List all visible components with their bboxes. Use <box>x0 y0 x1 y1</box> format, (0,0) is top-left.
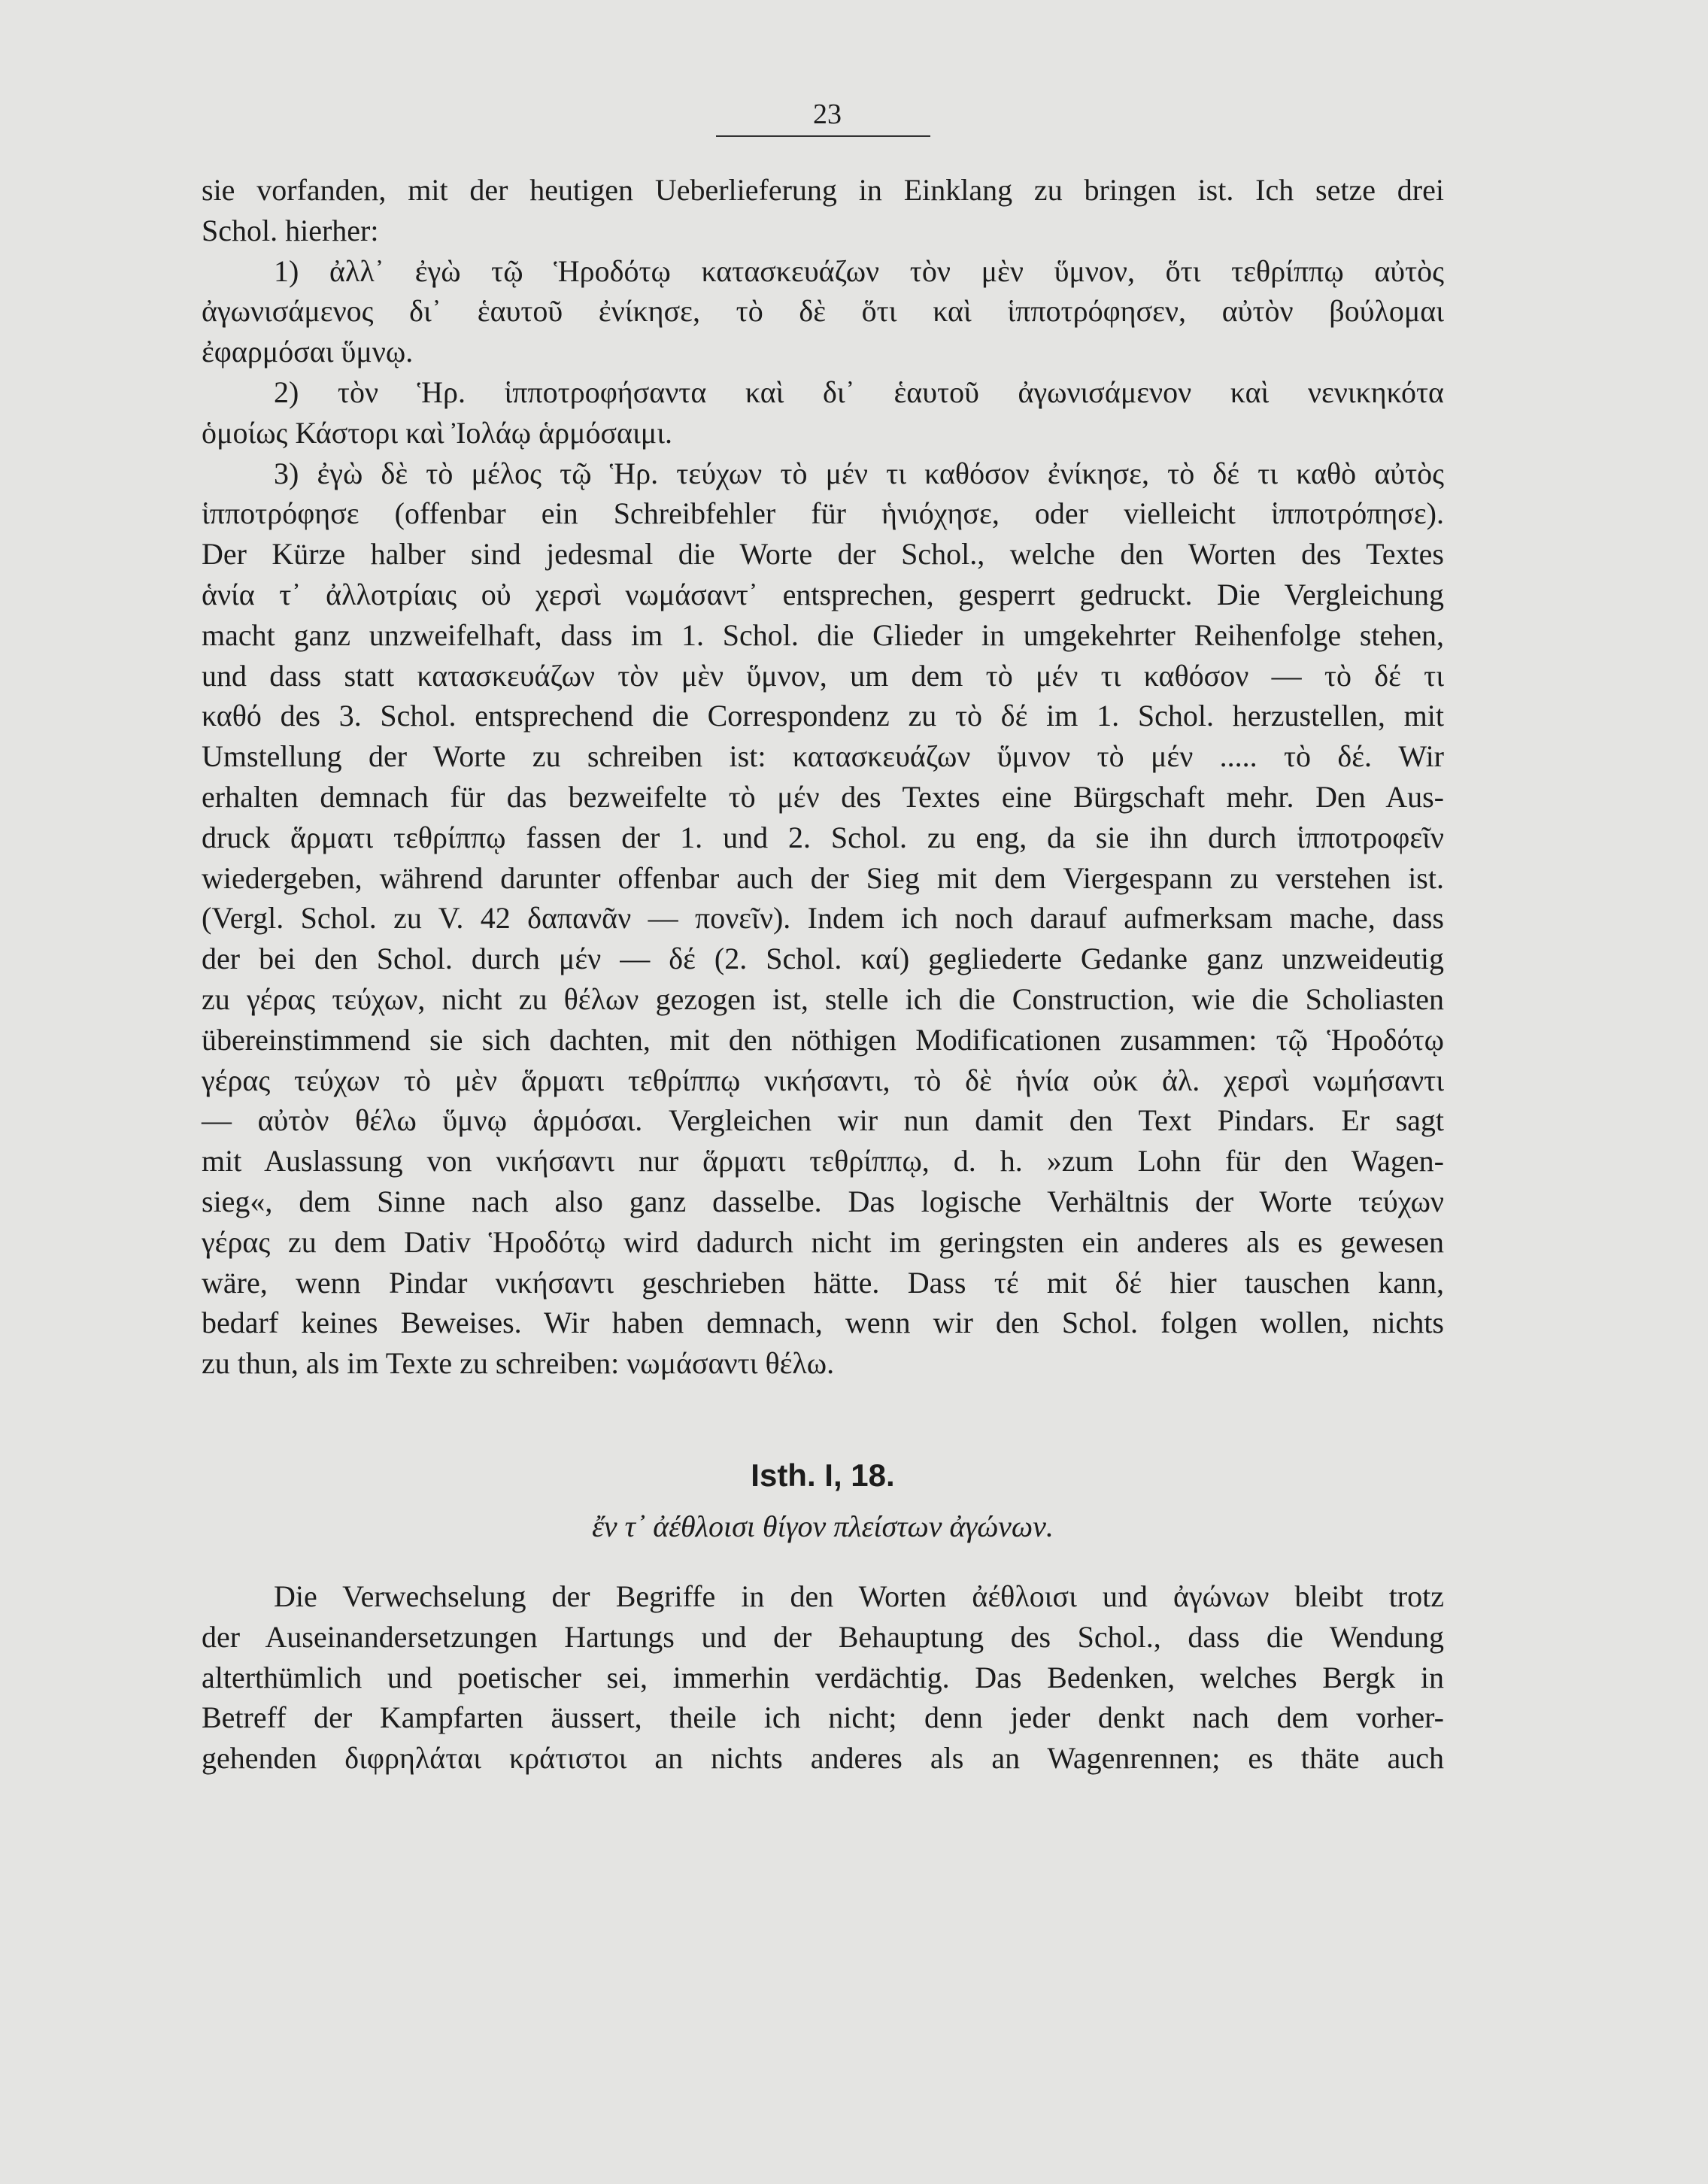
scholion-2-line: 2) τὸν Ἡρ. ἱπποτροφήσαντα καὶ δι᾽ ἑαυτοῦ ἀγωνισάμενον καὶ νενικηκότα <box>274 375 1444 409</box>
scholion-1-line: 1) ἀλλ᾽ ἐγὼ τῷ Ἡροδότῳ κατασκευάζων τὸν μὲν ὕμνον, ὅτι τεθρίππῳ αὐτὸς <box>274 253 1444 288</box>
page-number: 23 <box>813 99 842 130</box>
text-line: (Vergl. Schol. zu V. 42 δαπανᾶν — πονεῖν). Indem ich noch darauf aufmerksam mache, dass <box>202 901 1444 936</box>
text-line: Die Verwechselung der Begriffe in den Worten ἀέθλοισι und ἀγώνων bleibt trotz <box>274 1579 1444 1613</box>
greek-epigraph: ἔν τ᾽ ἀέθλοισι θίγον πλείστων ἀγώνων. <box>592 1509 1054 1543</box>
text-line: erhalten demnach für das bezweifelte τὸ μέν des Textes eine Bürgschaft mehr. Den Aus- <box>202 779 1444 814</box>
text-line: Schol. hierher: <box>202 213 379 247</box>
text-line: Umstellung der Worte zu schreiben ist: κατασκευάζων ὕμνον τὸ μέν ..... τὸ δέ. Wir <box>202 739 1444 774</box>
text-line: zu γέρας τεύχων, nicht zu θέλων gezogen ist, stelle ich die Construction, wie die Scholiasten <box>202 981 1444 1016</box>
scholion-2-line: ὁμοίως Κάστορι καὶ Ἰολάῳ ἁρμόσαιμι. <box>202 415 672 450</box>
text-line: γέρας τεύχων τὸ μὲν ἅρματι τεθρίππῳ νικήσαντι, τὸ δὲ ἡνία οὐκ ἀλ. χερσὶ νωμήσαντι <box>202 1063 1444 1097</box>
text-line: übereinstimmend sie sich dachten, mit den nöthigen Modificationen zusammen: τῷ Ἡροδότῳ <box>202 1022 1444 1057</box>
text-line: alterthümlich und poetischer sei, immerhin verdächtig. Das Bedenken, welches Bergk in <box>202 1660 1444 1694</box>
text-line: wäre, wenn Pindar νικήσαντι geschrieben hätte. Dass τέ mit δέ hier tauschen kann, <box>202 1265 1444 1300</box>
text-line: — αὐτὸν θέλω ὕμνῳ ἁρμόσαι. Vergleichen wir nun damit den Text Pindars. Er sagt <box>202 1103 1444 1138</box>
section-heading: Isth. I, 18. <box>751 1458 895 1493</box>
text-line: ἁνία τ᾽ ἀλλοτρίαις οὐ χερσὶ νωμάσαντ᾽ entsprechen, gesperrt gedruckt. Die Vergleichung <box>202 577 1444 611</box>
text-line: γέρας zu dem Dativ Ἡροδότῳ wird dadurch nicht im geringsten ein anderes als es gewesen <box>202 1224 1444 1259</box>
scholion-1-line: ἐφαρμόσαι ὕμνῳ. <box>202 335 414 369</box>
scholion-1-line: ἀγωνισάμενος δι᾽ ἑαυτοῦ ἐνίκησε, τὸ δὲ ὅτι καὶ ἱπποτρόφησεν, αὐτὸν βούλομαι <box>202 294 1444 329</box>
text-line: zu thun, als im Texte zu schreiben: νωμάσαντι θέλω. <box>202 1346 835 1381</box>
text-line: der Auseinandersetzungen Hartungs und der Behauptung des Schol., dass die Wendung <box>202 1619 1444 1654</box>
text-line: der bei den Schol. durch μέν — δέ (2. Schol. καί) gegliederte Gedanke ganz unzweideutig <box>202 942 1444 976</box>
text-line: sieg«, dem Sinne nach also ganz dasselbe. Das logische Verhältnis der Worte τεύχων <box>202 1184 1444 1218</box>
body-paragraph-1 <box>202 170 1444 1384</box>
text-line: druck ἅρματι τεθρίππῳ fassen der 1. und 2. Schol. zu eng, da sie ihn durch ἱπποτροφεῖν <box>202 820 1444 854</box>
text-line: wiedergeben, während darunter offenbar auch der Sieg mit dem Viergespann zu verstehen ist. <box>202 860 1444 895</box>
text-line: und dass statt κατασκευάζων τὸν μὲν ὕμνον, um dem τὸ μέν τι καθόσον — τὸ δέ τι <box>202 658 1444 693</box>
text-line: ἱπποτρόφησε (offenbar ein Schreibfehler für ἡνιόχησε, oder vielleicht ἱπποτρόπησε). <box>202 496 1444 531</box>
text-line: bedarf keines Beweises. Wir haben demnach, wenn wir den Schol. folgen wollen, nichts <box>202 1306 1444 1340</box>
page-number-rule <box>716 135 930 137</box>
text-line: sie vorfanden, mit der heutigen Ueberlieferung in Einklang zu bringen ist. Ich setze drei <box>202 173 1444 207</box>
text-line: mit Auslassung von νικήσαντι nur ἅρματι τεθρίππῳ, d. h. »zum Lohn für den Wagen- <box>202 1144 1444 1178</box>
text-line: Betreff der Kampfarten äussert, theile ich nicht; denn jeder denkt nach dem vorher- <box>202 1700 1444 1735</box>
text-line: macht ganz unzweifelhaft, dass im 1. Schol. die Glieder in umgekehrter Reihenfolge stehen, <box>202 617 1444 652</box>
body-paragraph-2 <box>202 1576 1444 1779</box>
text-line: Der Kürze halber sind jedesmal die Worte der Schol., welche den Worten des Textes <box>202 537 1444 572</box>
text-line: καθό des 3. Schol. entsprechend die Correspondenz zu τὸ δέ im 1. Schol. herzustellen, mit <box>202 699 1444 733</box>
text-line: gehenden διφρηλάται κράτιστοι an nichts anderes als an Wagenrennen; es thäte auch <box>202 1741 1444 1776</box>
scholion-3-line: 3) ἐγὼ δὲ τὸ μέλος τῷ Ἡρ. τεύχων τὸ μέν τι καθόσον ἐνίκησε, τὸ δέ τι καθὸ αὐτὸς <box>274 456 1444 490</box>
